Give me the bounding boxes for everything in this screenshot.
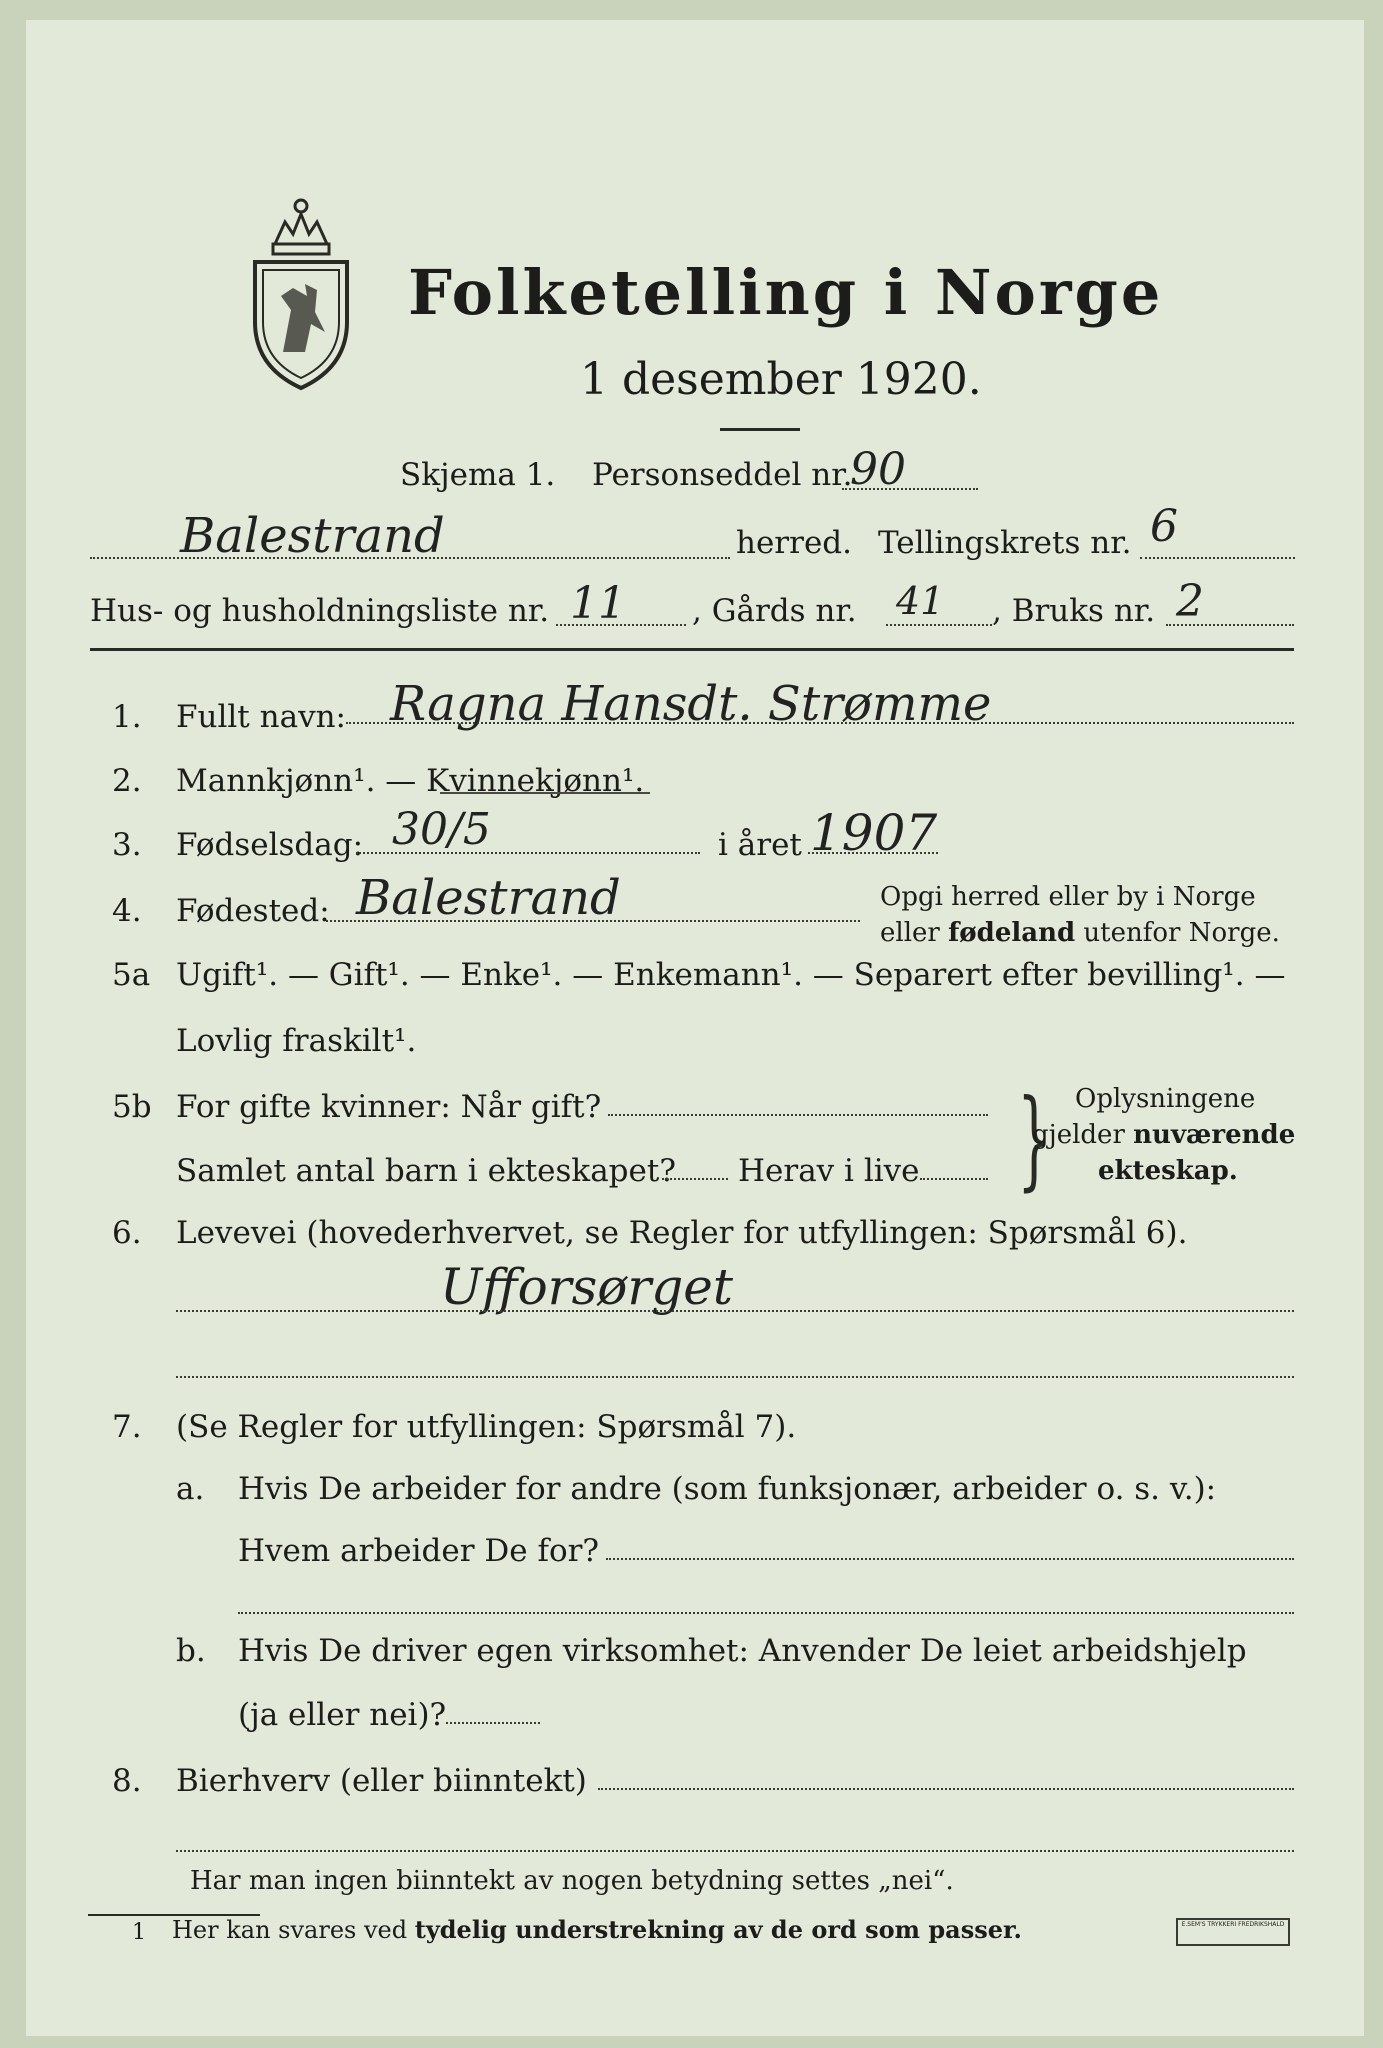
footer-note: Har man ingen biinntekt av nogen betydning settes „nei“. [190,1866,954,1896]
birthday-line [356,852,700,854]
q2-number: 2. [112,763,142,799]
personseddel-value[interactable]: 90 [850,444,906,495]
q5b-number: 5b [112,1089,152,1125]
q1-number: 1. [112,699,142,735]
herred-line [90,557,730,559]
q7b-letter: b. [176,1633,206,1669]
footnote-text: Her kan svares ved tydelig understrekning av de ord som passer. [172,1915,1022,1944]
birthday-value[interactable]: 30/5 [392,804,491,855]
personseddel-line [842,488,978,490]
q5b-note-2: gjelder nuværende [1032,1120,1296,1150]
year-label: i året [718,827,802,863]
occupation-line-1 [176,1310,1294,1312]
q3-label: Fødselsdag: [176,827,364,863]
married-when-line[interactable] [608,1114,988,1116]
gards-line [886,624,992,626]
printer-stamp: E.SEM'S TRYKKERI FREDRIKSHALD [1176,1918,1290,1946]
q4-number: 4. [112,893,142,929]
married-when-label: For gifte kvinner: Når gift? [176,1089,602,1125]
marital-status-options[interactable]: Ugift¹. — Gift¹. — Enke¹. — Enkemann¹. — Separert efter bevilling¹. — [176,957,1286,993]
side-income-line[interactable] [598,1788,1294,1790]
children-line[interactable] [662,1178,728,1180]
occupation-line-2 [176,1376,1294,1378]
q1-label: Fullt navn: [176,699,346,735]
q5b-brace: } [1017,1077,1052,1202]
marital-status-options-2[interactable]: Lovlig fraskilt¹. [176,1023,417,1059]
gender-underline [440,792,650,794]
husholdningsliste-value[interactable]: 11 [570,578,626,629]
personseddel-label: Personseddel nr. [592,457,853,493]
husholdningsliste-label: Hus- og husholdningsliste nr. [90,593,550,629]
q4-label: Fødested: [176,893,330,929]
bruks-label: , Bruks nr. [992,593,1156,629]
gards-value[interactable]: 41 [896,579,945,623]
q5b-note-1: Oplysningene [1075,1084,1256,1114]
employer-label: Hvem arbeider De for? [238,1533,600,1569]
tellingskrets-line [1140,557,1295,559]
employer-line-2[interactable] [238,1612,1294,1614]
birthplace-note-1: Opgi herred eller by i Norge [880,882,1256,912]
q7-label: (Se Regler for utfyllingen: Spørsmål 7). [176,1409,797,1445]
birthplace-line [326,920,860,922]
norway-coat-of-arms-icon [245,192,357,392]
birth-year-value[interactable]: 1907 [810,804,938,862]
side-income-line-2[interactable] [176,1850,1294,1852]
birthplace-value[interactable]: Balestrand [356,870,621,926]
form-title: Folketelling i Norge [408,256,1164,329]
q6-number: 6. [112,1215,142,1251]
herred-label: herred. [736,525,852,561]
q7b-question: Hvis De driver egen virksomhet: Anvender De leiet arbeidshjelp [238,1633,1247,1669]
header-divider [90,648,1294,651]
census-date: 1 desember 1920. [580,354,982,405]
hired-help-line[interactable] [446,1722,540,1724]
children-label: Samlet antal barn i ekteskapet? [176,1153,676,1189]
bruks-value[interactable]: 2 [1176,576,1204,627]
q6-label: Levevei (hovederhvervet, se Regler for utfyllingen: Spørsmål 6). [176,1215,1188,1251]
gards-label: , Gårds nr. [692,593,857,629]
full-name-value[interactable]: Ragna Hansdt. Strømme [390,676,992,732]
q5b-note-3: ekteskap. [1098,1156,1238,1186]
occupation-value[interactable]: Ufforsørget [440,1258,733,1316]
employer-line[interactable] [606,1558,1294,1560]
tellingskrets-value[interactable]: 6 [1150,501,1178,552]
bruks-line [1166,624,1294,626]
q3-number: 3. [112,827,142,863]
full-name-line [346,722,1294,724]
birthplace-note-2: eller fødeland utenfor Norge. [880,918,1280,948]
q7a-letter: a. [176,1471,205,1507]
herred-value[interactable]: Balestrand [180,508,445,564]
q7a-question: Hvis De arbeider for andre (som funksjonær, arbeider o. s. v.): [238,1471,1217,1507]
husholdningsliste-line [556,624,686,626]
q7-number: 7. [112,1409,142,1445]
footnote-marker: 1 [132,1920,146,1945]
schema-label: Skjema 1. [400,457,556,493]
gender-options[interactable]: Mannkjønn¹. — Kvinnekjønn¹. [176,763,645,799]
tellingskrets-label: Tellingskrets nr. [878,525,1132,561]
q8-number: 8. [112,1763,142,1799]
hired-help-label: (ja eller nei)? [238,1697,447,1733]
q5a-number: 5a [112,957,151,993]
alive-line[interactable] [920,1178,988,1180]
q8-label: Bierhverv (eller biinntekt) [176,1763,587,1799]
alive-label: Herav i live [738,1153,920,1189]
title-divider [720,428,800,431]
birth-year-line [808,852,938,854]
